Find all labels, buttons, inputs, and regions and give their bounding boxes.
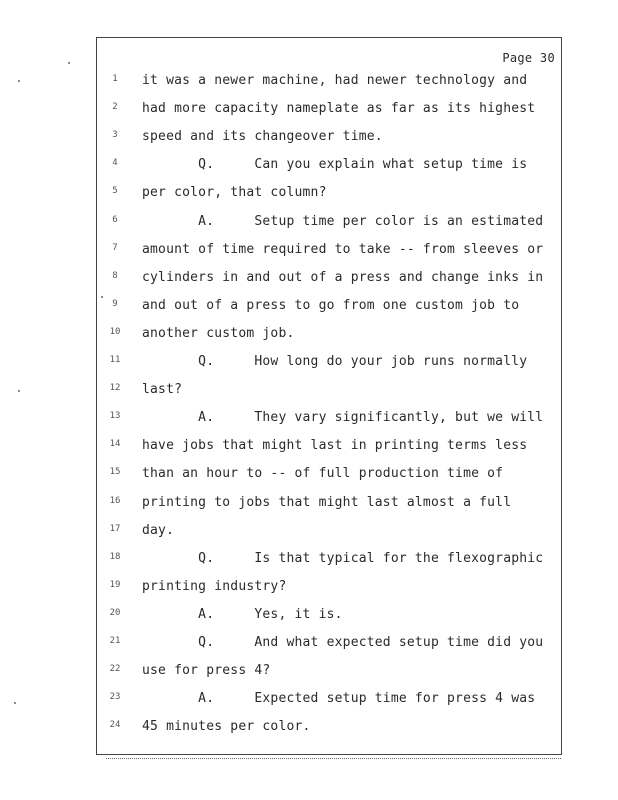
line-number: 21 [109, 636, 121, 646]
line-text: A. Setup time per color is an estimated [142, 213, 544, 229]
transcript-line [97, 99, 561, 119]
transcript-line [97, 380, 561, 400]
line-text: day. [142, 522, 175, 538]
transcript-line [97, 661, 561, 681]
line-number: 4 [112, 158, 118, 169]
transcript-line [97, 493, 561, 513]
margin-mark [14, 702, 16, 704]
transcript-line [97, 324, 561, 344]
line-number: 17 [109, 523, 121, 534]
line-text: printing industry? [142, 578, 287, 594]
line-text: per color, that column? [142, 185, 327, 201]
transcript-line [97, 127, 561, 147]
line-text: it was a newer machine, had newer technology and [142, 73, 528, 88]
line-text: than an hour to -- of full production time of [142, 466, 504, 482]
line-number: 13 [109, 411, 121, 422]
transcript-line [97, 155, 561, 175]
line-text: have jobs that might last in printing terms less [142, 438, 528, 454]
line-text: 45 minutes per color. [142, 719, 311, 735]
line-number: 23 [109, 692, 121, 703]
transcript-line [97, 549, 561, 569]
line-number: 7 [112, 242, 118, 253]
bottom-rule [106, 758, 561, 759]
page-number: Page 30 [502, 51, 555, 65]
transcript-line [97, 464, 561, 484]
transcript-line [97, 436, 561, 456]
line-text: use for press 4? [142, 663, 271, 679]
transcript-line [97, 183, 561, 203]
line-text: speed and its changeover time. [142, 129, 383, 145]
line-text: printing to jobs that might last almost a full [142, 494, 512, 510]
line-number: 18 [109, 551, 121, 562]
transcript-line [97, 717, 561, 737]
transcript-page [96, 37, 562, 755]
line-text: Q. And what expected setup time did you [142, 635, 544, 650]
line-text: Q. How long do your job runs normally [142, 354, 528, 369]
line-text: cylinders in and out of a press and change inks in [142, 269, 544, 285]
line-number: 24 [109, 720, 121, 731]
line-number: 12 [109, 383, 121, 394]
margin-mark [18, 390, 20, 392]
line-number: 10 [109, 326, 121, 337]
transcript-line [97, 212, 561, 232]
margin-mark [18, 80, 20, 82]
line-number: 14 [109, 439, 121, 450]
line-number: 22 [109, 664, 121, 675]
line-number: 11 [109, 355, 121, 365]
line-number: 1 [112, 74, 118, 84]
line-text: amount of time required to take -- from sleeves or [142, 241, 544, 257]
transcript-line [97, 408, 561, 428]
transcript-line [97, 296, 561, 316]
line-text: another custom job. [142, 325, 295, 341]
transcript-line [97, 71, 561, 91]
line-number: 16 [109, 495, 121, 506]
line-number: 9 [112, 298, 118, 309]
line-number: 2 [112, 102, 118, 113]
transcript-line [97, 352, 561, 372]
line-text: last? [142, 382, 183, 398]
line-number: 15 [109, 467, 121, 478]
line-number: 19 [109, 579, 121, 590]
line-text: and out of a press to go from one custom job to [142, 297, 520, 313]
transcript-line [97, 521, 561, 541]
line-number: 6 [112, 214, 118, 225]
line-number: 3 [112, 130, 118, 141]
line-text: A. Yes, it is. [142, 606, 343, 622]
transcript-line [97, 633, 561, 653]
line-number: 5 [112, 186, 118, 197]
transcript-line [97, 240, 561, 260]
line-number: 20 [109, 607, 121, 618]
margin-mark [101, 296, 103, 298]
transcript-line [97, 268, 561, 288]
line-text: had more capacity nameplate as far as its highest [142, 101, 536, 117]
line-text: A. They vary significantly, but we will [142, 410, 544, 426]
transcript-line [97, 689, 561, 709]
transcript-line [97, 605, 561, 625]
line-number: 8 [112, 270, 118, 281]
transcript-line [97, 577, 561, 597]
line-text: A. Expected setup time for press 4 was [142, 691, 536, 707]
margin-mark [68, 62, 70, 64]
line-text: Q. Is that typical for the flexographic [142, 550, 544, 566]
line-text: Q. Can you explain what setup time is [142, 157, 528, 173]
